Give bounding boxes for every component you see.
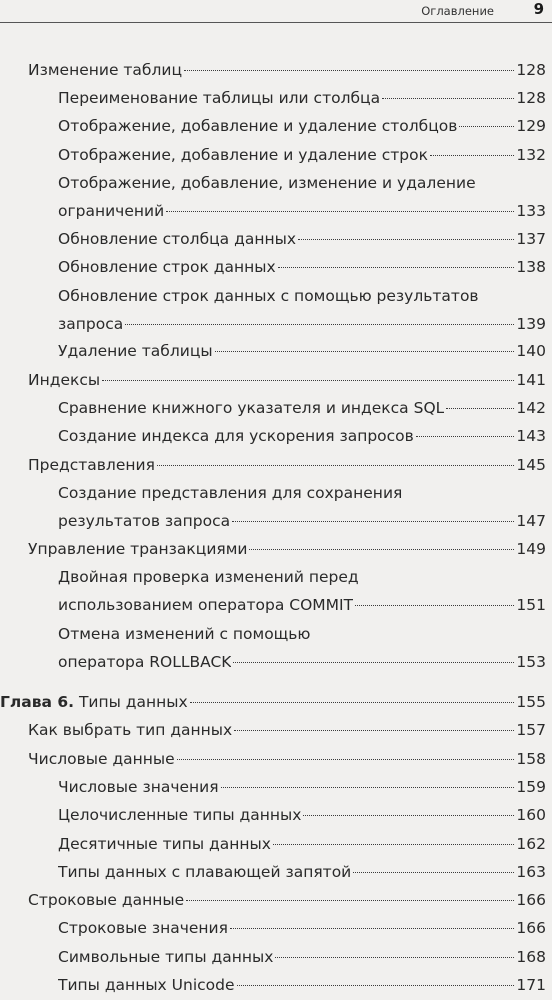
toc-entry-title: Символьные типы данных xyxy=(58,948,274,966)
toc-entry-title: Обновление строк данных с помощью результатов xyxy=(58,287,479,305)
toc-entry[interactable] xyxy=(58,225,546,253)
toc-chapter-entry[interactable] xyxy=(0,688,546,716)
dot-leader xyxy=(353,872,514,873)
toc-entry-title: Строковые данные xyxy=(28,891,185,909)
toc-entry-title: Целочисленные типы данных xyxy=(58,806,302,824)
toc-entry-title: Удаление таблицы xyxy=(58,342,213,360)
dot-leader xyxy=(230,928,514,929)
toc-entry[interactable] xyxy=(58,773,546,801)
dot-leader xyxy=(416,436,515,437)
toc-entry[interactable] xyxy=(28,451,546,479)
toc-entry[interactable] xyxy=(58,563,546,619)
dot-leader xyxy=(430,155,514,156)
toc-entry-page: 160 xyxy=(516,806,546,824)
toc-entry-title: Представления xyxy=(28,456,155,474)
dot-leader xyxy=(273,844,515,845)
toc-entry[interactable] xyxy=(58,169,546,225)
dot-leader xyxy=(102,380,514,381)
toc-entry-title: Типы данных с плавающей запятой xyxy=(58,863,352,881)
toc-entry-title: Отмена изменений с помощью xyxy=(58,625,311,643)
toc-entry[interactable] xyxy=(58,479,546,535)
dot-leader xyxy=(125,324,514,325)
toc-entry-title: Обновление столбца данных xyxy=(58,230,296,248)
toc-entry-page: 163 xyxy=(516,863,546,881)
toc-entry-page: 155 xyxy=(516,693,546,711)
toc-entry-title: Переименование таблицы или столбца xyxy=(58,89,381,107)
toc-entry-title: Числовые значения xyxy=(58,778,219,796)
dot-leader xyxy=(184,70,514,71)
toc-entry[interactable] xyxy=(28,716,546,744)
toc-entry-title: Двойная проверка изменений перед xyxy=(58,568,359,586)
toc-entry[interactable] xyxy=(58,914,546,942)
page-number: 9 xyxy=(533,0,544,18)
toc-entry[interactable] xyxy=(58,858,546,886)
toc-entry[interactable] xyxy=(58,620,546,676)
dot-leader xyxy=(221,787,515,788)
running-header-title: Оглавление xyxy=(421,4,494,18)
toc-entry-page: 141 xyxy=(516,371,546,389)
dot-leader xyxy=(157,465,515,466)
toc-entry-title: Отображение, добавление, изменение и удаление xyxy=(58,174,476,192)
toc-entry-page: 162 xyxy=(516,835,546,853)
toc-entry-title: Строковые значения xyxy=(58,919,228,937)
toc-entry-page: 132 xyxy=(516,146,546,164)
toc-entry-title: Числовые данные xyxy=(28,750,175,768)
toc-entry-page: 166 xyxy=(516,919,546,937)
dot-leader xyxy=(232,521,514,522)
toc-entry-title-continued: запроса xyxy=(58,315,124,333)
chapter-number: Глава 6. xyxy=(0,693,75,711)
toc-entry[interactable] xyxy=(28,886,546,914)
toc-entry-page: 147 xyxy=(516,512,546,530)
toc-entry[interactable] xyxy=(58,801,546,829)
dot-leader xyxy=(177,759,515,760)
toc-entry-title-continued: результатов запроса xyxy=(58,512,231,530)
dot-leader xyxy=(234,730,514,731)
toc-entry-page: 151 xyxy=(516,596,546,614)
dot-leader xyxy=(278,267,515,268)
toc-entry-title: Типы данных xyxy=(78,693,188,711)
dot-leader xyxy=(249,549,514,550)
toc-entry-page: 129 xyxy=(516,117,546,135)
toc-entry-page: 158 xyxy=(516,750,546,768)
dot-leader xyxy=(237,985,515,986)
dot-leader xyxy=(298,239,514,240)
dot-leader xyxy=(186,900,514,901)
toc-entry-page: 149 xyxy=(516,540,546,558)
toc-entry-page: 157 xyxy=(516,721,546,739)
toc-entry-page: 138 xyxy=(516,258,546,276)
toc-entry-page: 128 xyxy=(516,61,546,79)
toc-entry-page: 142 xyxy=(516,399,546,417)
dot-leader xyxy=(215,351,515,352)
toc-entry[interactable] xyxy=(58,394,546,422)
dot-leader xyxy=(166,211,514,212)
toc-entry-page: 168 xyxy=(516,948,546,966)
toc-entry[interactable] xyxy=(28,56,546,84)
toc-entry[interactable] xyxy=(58,84,546,112)
toc-entry-title: Индексы xyxy=(28,371,101,389)
toc-entry-page: 128 xyxy=(516,89,546,107)
toc-entry-title: Создание представления для сохранения xyxy=(58,484,403,502)
toc-entry-title: Создание индекса для ускорения запросов xyxy=(58,427,414,445)
dot-leader xyxy=(190,702,515,703)
toc-entry[interactable] xyxy=(58,282,546,338)
toc-entry[interactable] xyxy=(58,112,546,140)
toc-entry-page: 133 xyxy=(516,202,546,220)
toc-entry-page: 137 xyxy=(516,230,546,248)
toc-entry-title: Отображение, добавление и удаление строк xyxy=(58,146,428,164)
toc-entry[interactable] xyxy=(28,535,546,563)
toc-entry-title: Сравнение книжного указателя и индекса SQL xyxy=(58,399,445,417)
dot-leader xyxy=(233,662,514,663)
dot-leader xyxy=(382,98,514,99)
toc-entry[interactable] xyxy=(58,253,546,281)
toc-entry-title: Управление транзакциями xyxy=(28,540,248,558)
dot-leader xyxy=(303,815,514,816)
toc-entry-page: 140 xyxy=(516,342,546,360)
toc-entry[interactable] xyxy=(58,422,546,450)
toc-entry[interactable] xyxy=(58,971,546,999)
dot-leader xyxy=(459,126,514,127)
toc-entry-page: 139 xyxy=(516,315,546,333)
toc-entry-page: 166 xyxy=(516,891,546,909)
toc-entry-title-continued: оператора ROLLBACK xyxy=(58,653,232,671)
toc-entry[interactable] xyxy=(28,366,546,394)
toc-entry[interactable] xyxy=(58,141,546,169)
toc-entry[interactable] xyxy=(58,830,546,858)
toc-entry[interactable] xyxy=(58,337,546,365)
toc-entry[interactable] xyxy=(28,745,546,773)
toc-entry[interactable] xyxy=(58,943,546,971)
toc-entry-title: Как выбрать тип данных xyxy=(28,721,233,739)
toc-entry-title: Обновление строк данных xyxy=(58,258,276,276)
toc-entry-page: 171 xyxy=(516,976,546,994)
toc-entry-title: Отображение, добавление и удаление столбцов xyxy=(58,117,458,135)
toc-entry-page: 145 xyxy=(516,456,546,474)
dot-leader xyxy=(446,408,514,409)
toc-entry-page: 159 xyxy=(516,778,546,796)
toc-entry-title-continued: использованием оператора COMMIT xyxy=(58,596,354,614)
dot-leader xyxy=(355,605,514,606)
toc-entry-page: 143 xyxy=(516,427,546,445)
dot-leader xyxy=(275,957,514,958)
toc-entry-title: Десятичные типы данных xyxy=(58,835,271,853)
toc-entry-title: Типы данных Unicode xyxy=(58,976,235,994)
toc-entry-title-continued: ограничений xyxy=(58,202,165,220)
toc-entry-page: 153 xyxy=(516,653,546,671)
toc-entry-title: Изменение таблиц xyxy=(28,61,183,79)
